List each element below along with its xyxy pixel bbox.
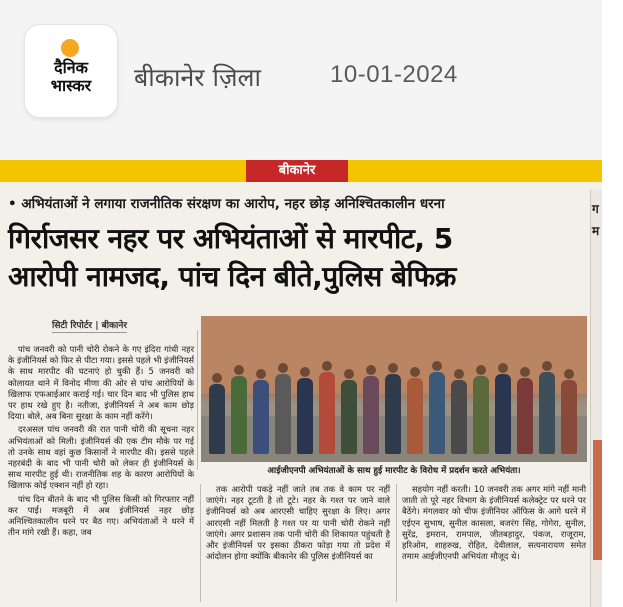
- bottom-paragraph-1: तक आरोपी पकड़े नहीं जाते तब तक वे काम पर नहीं जाएंगे। नहर टूटती है तो टूटे। नहर के गश्त पर जाने वाले इंजीनियर्स को अब आरएसी चाहिए सुरक्षा के लिए। अगर आरएसी नहीं मिलती है गश्त पर या पानी चोरी रोकने नहीं जाएंगे। अगर प्रशासन तक पानी चोरी की शिकायत पहुंचती है और इंजीनियर्स पर इसका ठीकरा फोड़ा गया तो प्रदेश में आंदोलन होगा क्योंकि बीकानेर की पुलिस इंजीनियर्स का: [206, 484, 390, 562]
- protest-photo: [201, 316, 587, 462]
- column-divider: [396, 484, 397, 602]
- photo-person: [539, 372, 555, 454]
- photo-person: [363, 376, 379, 454]
- photo-person: [341, 380, 357, 454]
- photo-person: [495, 374, 511, 454]
- bottom-paragraph-2: सहयोग नहीं करती। 10 जनवरी तक अगर मांगे नहीं मानी जाती तो पूरे नहर विभाग के इंजीनियर्स कलेक्ट्रेट पर धरने पर बैठेंगे। मंगलवार को चीफ इंजीनियर ऑफिस के आगे धरने में एईएन सुभाष, सुनील कासला, बजरंग सिंह, गोगेरा, सुनील, सुरेंद्र, इमरान, रामपाल, जीतबहादुर, पंकज, राजूराम, हरिओम, शाहरुख, रोहित, देवीलाल, सत्यनारायण समेत तमाम आईजीएनपी अभियंता मौजूद थे।: [402, 484, 586, 562]
- headline-line1: गिर्राजसर नहर पर अभियंताओं से मारपीट, 5: [8, 222, 453, 255]
- photo-person: [473, 376, 489, 454]
- column-divider: [200, 484, 201, 602]
- photo-person: [451, 380, 467, 454]
- left-paragraph-3: पांच दिन बीतने के बाद भी पुलिस किसी को गिरफ्तार नहीं कर पाई। मजबूरी में अब इंजीनियर्स नहर छोड़ अनिश्चितकालीन धरने पर बैठ गए। अभियंताओं ने धरने में तीन मांगे रखी हैं। कहा, जब: [8, 493, 194, 538]
- photo-person: [561, 380, 577, 454]
- logo-line2: भास्कर: [50, 76, 92, 95]
- right-margin: [602, 0, 623, 607]
- article-bottom-columns: [8, 484, 588, 602]
- photo-person: [429, 372, 445, 454]
- edition-name: बीकानेर ज़िला: [134, 63, 261, 92]
- photo-person: [275, 374, 291, 454]
- header: [0, 0, 623, 160]
- left-paragraph-2: दरअसल पांच जनवरी की रात पानी चोरी की सूचना नहर अभियंताओं को मिली। इंजीनियर्स की एक टीम मौके पर गई तो उनके साथ वहां कुछ किसानों ने मारपीट की। इससे पहले नहरबंदी के बाद भी पानी चोरी को लेकर ही इंजीनियर्स के साथ मारपीट हुई थी। राजनीतिक शह के कारण आरोपियों के खिलाफ कोई एक्शन नहीं हो रहा।: [8, 424, 194, 491]
- section-tag: बीकानेर: [246, 160, 348, 182]
- article-kicker: • अभियंताओं ने लगाया राजनीतिक संरक्षण का आरोप, नहर छोड़ अनिश्चितकालीन धरना: [8, 196, 445, 212]
- left-paragraph-1: पांच जनवरी को पानी चोरी रोकने के गए इंदिरा गांधी नहर के इंजीनियर्स को फिर से पीटा गया। इससे पहले भी इंजीनियर्स के साथ मारपीट की घटनाएं हो चुकी हैं। 5 जनवरी को कोलायत थाने में विनोद मीणा की ओर से पांच आरोपियों के खिलाफ एफआईआर कराई गई। चार दिन बाद भी पुलिस हाथ पर हाथ रखे हुए है। नतीजा, इंजीनियर्स ने अब काम छोड़ दिया। बोले, अब बिना सुरक्षा के काम नहीं करेंगे।: [8, 344, 194, 422]
- bottom-column-2: [402, 484, 586, 562]
- photo-person: [253, 380, 269, 454]
- headline-line2: आरोपी नामजद, पांच दिन बीते,पुलिस बेफिक्र: [8, 260, 456, 293]
- article-headline: [8, 220, 588, 296]
- fragment-char-2: म: [592, 224, 600, 238]
- edition-date: 10-01-2024: [330, 61, 458, 88]
- photo-person: [297, 378, 313, 454]
- photo-person: [209, 384, 225, 454]
- column-divider: [197, 330, 198, 470]
- photo-person: [385, 374, 401, 454]
- sun-icon: [61, 39, 79, 57]
- logo-text: [33, 59, 109, 95]
- byline: सिटी रिपोर्टर | बीकानेर: [52, 318, 127, 333]
- photo-person: [231, 376, 247, 454]
- photo-caption: आईजीएनपी अभियंताओं के साथ हुई मारपीट के विरोध में प्रदर्शन करते अभियंता।: [267, 466, 521, 476]
- photo-person: [407, 378, 423, 454]
- logo-line1: दैनिक: [54, 58, 88, 77]
- dainik-bhaskar-logo: [24, 24, 118, 118]
- photo-person: [319, 372, 335, 454]
- fragment-char-1: ग: [592, 202, 599, 216]
- bottom-column-1: [206, 484, 390, 562]
- photo-person: [517, 378, 533, 454]
- adjacent-photo-fragment: [593, 440, 602, 560]
